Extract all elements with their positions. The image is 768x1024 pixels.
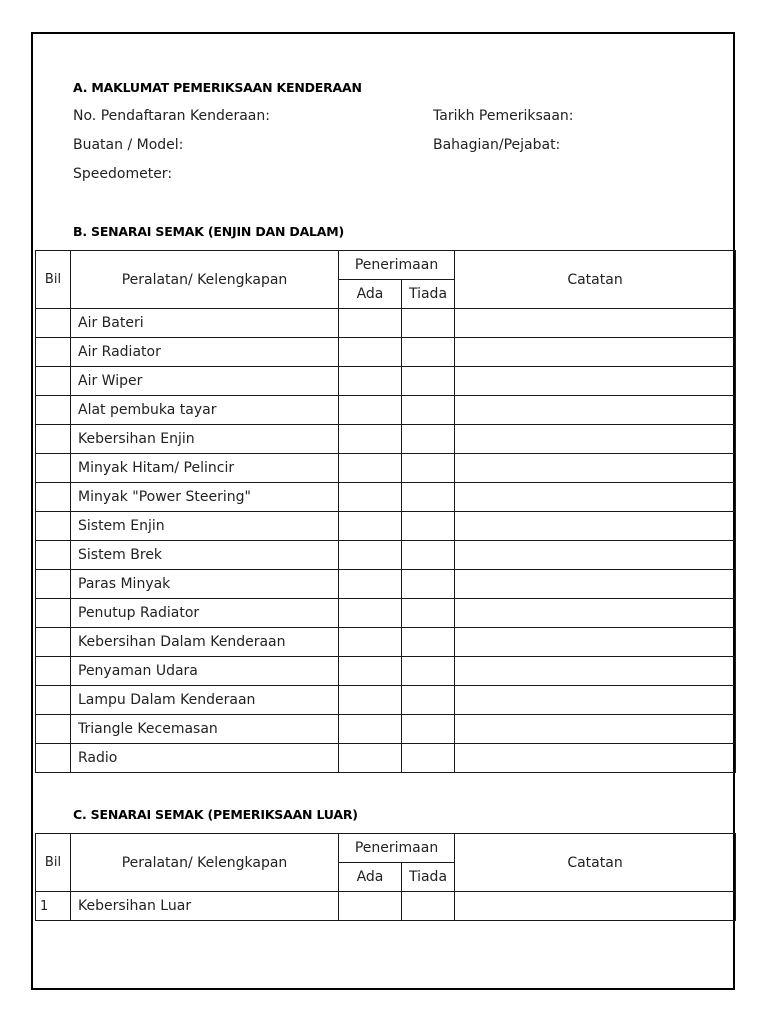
cell-ada[interactable] — [339, 570, 402, 599]
cell-catatan[interactable] — [455, 425, 736, 454]
field-bahagian: Bahagian/Pejabat: — [433, 137, 561, 153]
cell-catatan[interactable] — [455, 715, 736, 744]
cell-catatan[interactable] — [455, 599, 736, 628]
cell-item: Air Wiper — [71, 367, 339, 396]
cell-bil — [36, 396, 71, 425]
cell-item: Penutup Radiator — [71, 599, 339, 628]
cell-ada[interactable] — [339, 892, 402, 921]
cell-tiada[interactable] — [402, 628, 455, 657]
field-tarikh: Tarikh Pemeriksaan: — [433, 108, 574, 124]
cell-item: Air Bateri — [71, 309, 339, 338]
cell-ada[interactable] — [339, 715, 402, 744]
header-bil: Bil — [36, 834, 71, 892]
cell-item: Radio — [71, 744, 339, 773]
cell-bil — [36, 367, 71, 396]
cell-bil — [36, 628, 71, 657]
cell-ada[interactable] — [339, 483, 402, 512]
cell-bil — [36, 541, 71, 570]
cell-tiada[interactable] — [402, 512, 455, 541]
cell-catatan[interactable] — [455, 686, 736, 715]
cell-tiada[interactable] — [402, 396, 455, 425]
cell-tiada[interactable] — [402, 686, 455, 715]
cell-ada[interactable] — [339, 454, 402, 483]
table-row — [36, 483, 736, 512]
cell-ada[interactable] — [339, 657, 402, 686]
field-no-pendaftaran: No. Pendaftaran Kenderaan: — [73, 108, 270, 124]
cell-item: Penyaman Udara — [71, 657, 339, 686]
cell-bil — [36, 309, 71, 338]
table-row — [36, 541, 736, 570]
table-row — [36, 744, 736, 773]
cell-item: Minyak "Power Steering" — [71, 483, 339, 512]
cell-bil: 1 — [36, 892, 71, 921]
field-speedometer: Speedometer: — [73, 166, 173, 182]
cell-bil — [36, 715, 71, 744]
table-row — [36, 338, 736, 367]
cell-ada[interactable] — [339, 512, 402, 541]
cell-catatan[interactable] — [455, 454, 736, 483]
cell-tiada[interactable] — [402, 454, 455, 483]
header-item: Peralatan/ Kelengkapan — [71, 251, 339, 309]
cell-catatan[interactable] — [455, 744, 736, 773]
checklist-table-c — [35, 833, 736, 921]
header-ada: Ada — [339, 863, 402, 892]
table-row — [36, 892, 736, 921]
cell-item: Kebersihan Luar — [71, 892, 339, 921]
cell-tiada[interactable] — [402, 570, 455, 599]
cell-bil — [36, 744, 71, 773]
table-row — [36, 512, 736, 541]
cell-bil — [36, 599, 71, 628]
cell-catatan[interactable] — [455, 338, 736, 367]
cell-ada[interactable] — [339, 367, 402, 396]
header-catatan: Catatan — [455, 834, 736, 892]
cell-bil — [36, 512, 71, 541]
header-tiada: Tiada — [402, 863, 455, 892]
cell-ada[interactable] — [339, 309, 402, 338]
section-a-title: A. MAKLUMAT PEMERIKSAAN KENDERAAN — [73, 80, 362, 95]
cell-item: Triangle Kecemasan — [71, 715, 339, 744]
cell-ada[interactable] — [339, 628, 402, 657]
cell-catatan[interactable] — [455, 892, 736, 921]
table-row — [36, 628, 736, 657]
cell-ada[interactable] — [339, 425, 402, 454]
cell-bil — [36, 454, 71, 483]
cell-ada[interactable] — [339, 541, 402, 570]
cell-item: Minyak Hitam/ Pelincir — [71, 454, 339, 483]
cell-ada[interactable] — [339, 396, 402, 425]
cell-ada[interactable] — [339, 599, 402, 628]
cell-tiada[interactable] — [402, 483, 455, 512]
table-row — [36, 599, 736, 628]
section-b-title: B. SENARAI SEMAK (ENJIN DAN DALAM) — [73, 224, 345, 239]
cell-tiada[interactable] — [402, 425, 455, 454]
table-row — [36, 657, 736, 686]
cell-item: Sistem Brek — [71, 541, 339, 570]
table-row — [36, 454, 736, 483]
table-row — [36, 367, 736, 396]
header-ada: Ada — [339, 280, 402, 309]
cell-item: Alat pembuka tayar — [71, 396, 339, 425]
cell-catatan[interactable] — [455, 512, 736, 541]
table-row — [36, 570, 736, 599]
cell-catatan[interactable] — [455, 570, 736, 599]
cell-item: Paras Minyak — [71, 570, 339, 599]
cell-item: Air Radiator — [71, 338, 339, 367]
table-row — [36, 686, 736, 715]
table-row — [36, 309, 736, 338]
cell-catatan[interactable] — [455, 309, 736, 338]
header-catatan: Catatan — [455, 251, 736, 309]
checklist-table-b — [35, 250, 736, 773]
cell-bil — [36, 657, 71, 686]
header-penerimaan: Penerimaan — [339, 251, 455, 280]
header-penerimaan: Penerimaan — [339, 834, 455, 863]
section-c-title: C. SENARAI SEMAK (PEMERIKSAAN LUAR) — [73, 807, 358, 822]
table-row — [36, 715, 736, 744]
header-bil: Bil — [36, 251, 71, 309]
cell-catatan[interactable] — [455, 657, 736, 686]
header-item: Peralatan/ Kelengkapan — [71, 834, 339, 892]
cell-tiada[interactable] — [402, 657, 455, 686]
cell-tiada[interactable] — [402, 744, 455, 773]
cell-bil — [36, 483, 71, 512]
cell-tiada[interactable] — [402, 338, 455, 367]
cell-bil — [36, 686, 71, 715]
cell-catatan[interactable] — [455, 541, 736, 570]
cell-item: Sistem Enjin — [71, 512, 339, 541]
cell-ada[interactable] — [339, 686, 402, 715]
cell-ada[interactable] — [339, 338, 402, 367]
cell-catatan[interactable] — [455, 367, 736, 396]
cell-item: Lampu Dalam Kenderaan — [71, 686, 339, 715]
cell-catatan[interactable] — [455, 628, 736, 657]
cell-tiada[interactable] — [402, 309, 455, 338]
cell-item: Kebersihan Enjin — [71, 425, 339, 454]
header-tiada: Tiada — [402, 280, 455, 309]
table-row — [36, 396, 736, 425]
cell-bil — [36, 338, 71, 367]
cell-ada[interactable] — [339, 744, 402, 773]
cell-bil — [36, 425, 71, 454]
cell-bil — [36, 570, 71, 599]
cell-item: Kebersihan Dalam Kenderaan — [71, 628, 339, 657]
cell-tiada[interactable] — [402, 367, 455, 396]
field-buatan-model: Buatan / Model: — [73, 137, 184, 153]
cell-tiada[interactable] — [402, 892, 455, 921]
cell-tiada[interactable] — [402, 541, 455, 570]
cell-tiada[interactable] — [402, 599, 455, 628]
cell-catatan[interactable] — [455, 483, 736, 512]
cell-tiada[interactable] — [402, 715, 455, 744]
table-row — [36, 425, 736, 454]
cell-catatan[interactable] — [455, 396, 736, 425]
